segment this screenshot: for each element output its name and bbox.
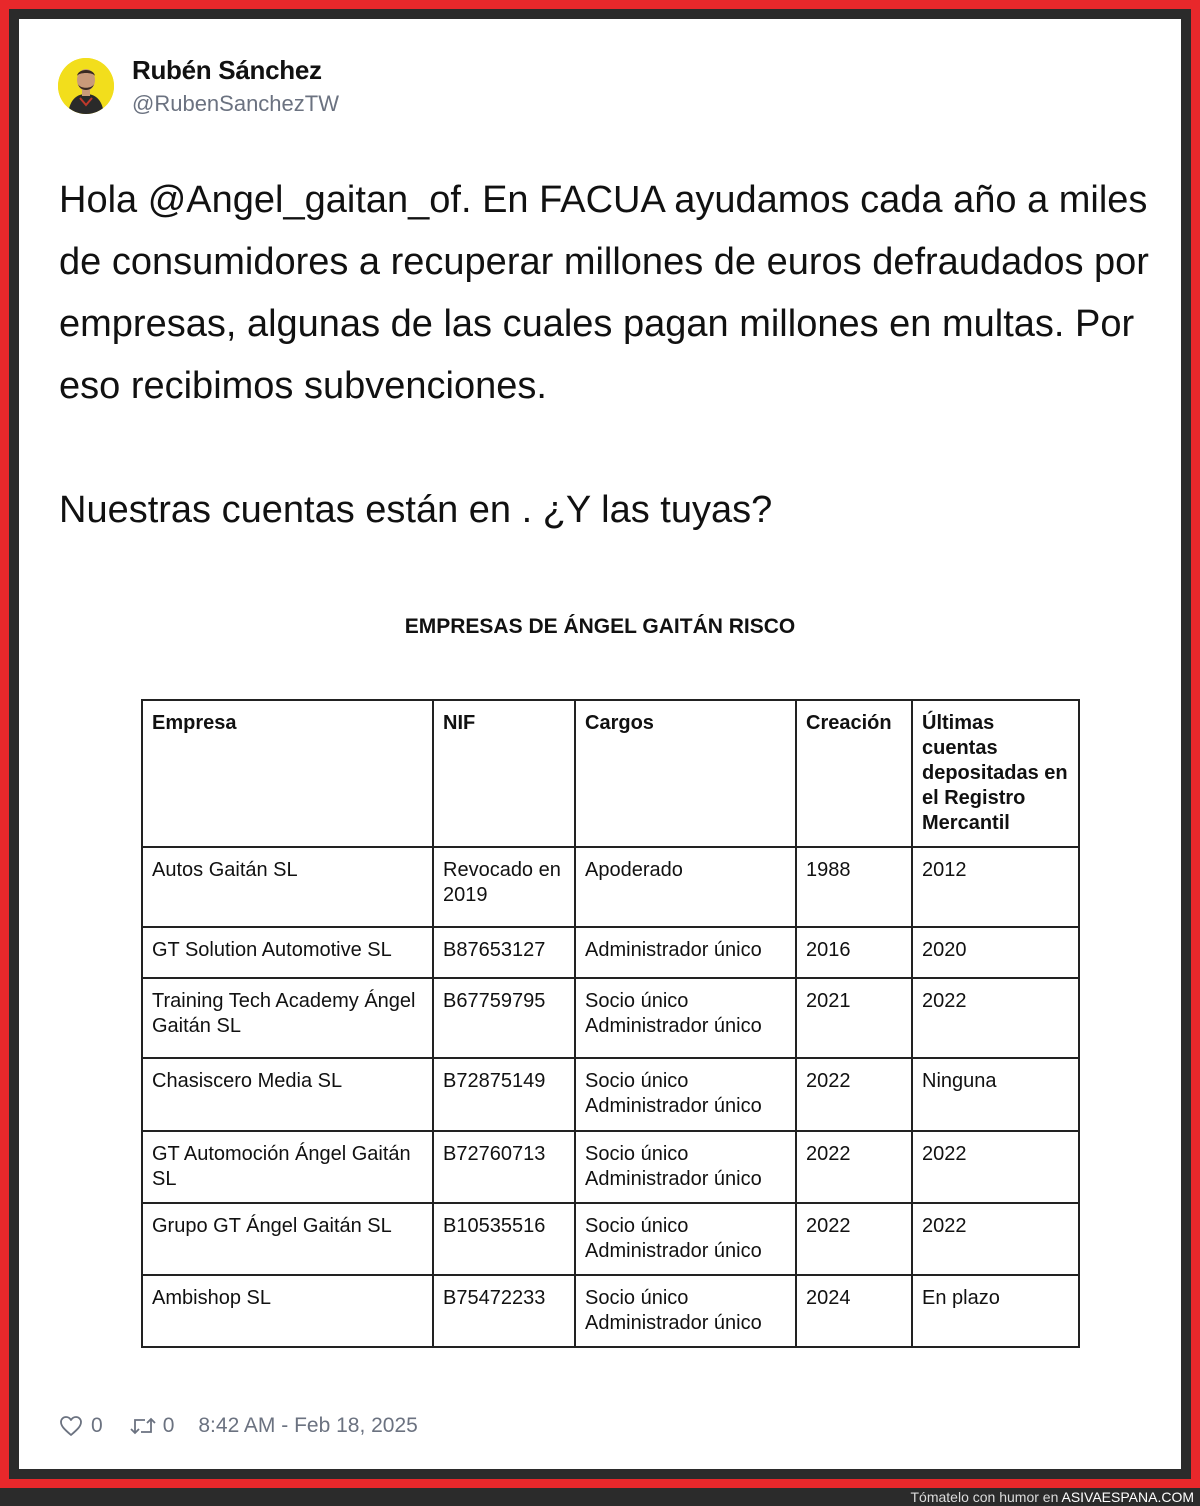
tweet-paragraph: Nuestras cuentas están en . ¿Y las tuyas? [59, 489, 773, 531]
like-button[interactable] [59, 1415, 83, 1437]
column-header-creacion: Creación [796, 700, 912, 847]
tweet-timestamp[interactable]: 8:42 AM - Feb 18, 2025 [198, 1414, 418, 1437]
cell-empresa: Autos Gaitán SL [142, 847, 433, 927]
like-count: 0 [91, 1414, 103, 1437]
cell-ultimas-cuentas: 2022 [912, 1203, 1079, 1275]
cargo-item: Socio único [585, 1143, 689, 1165]
cell-ultimas-cuentas: En plazo [912, 1275, 1079, 1347]
cell-cargos [575, 847, 796, 927]
cargo-item: Socio único [585, 1070, 689, 1092]
cargo-item: Socio único [585, 1287, 689, 1309]
companies-table [141, 699, 1080, 1348]
footer-watermark [911, 1488, 1195, 1506]
author-handle[interactable]: @RubenSanchezTW [132, 91, 339, 116]
cell-empresa: GT Automoción Ángel Gaitán SL [142, 1131, 433, 1203]
table-row [142, 927, 1079, 978]
cell-ultimas-cuentas: 2022 [912, 978, 1079, 1058]
cell-cargos [575, 1203, 796, 1275]
avatar[interactable] [58, 58, 114, 114]
cargo-item: Administrador único [585, 1095, 762, 1117]
table-row [142, 1131, 1079, 1203]
cell-creacion: 2022 [796, 1131, 912, 1203]
tweet-card [19, 19, 1181, 1469]
footer-bar [0, 1488, 1200, 1506]
cargo-item: Socio único [585, 1215, 689, 1237]
cell-cargos [575, 1275, 796, 1347]
heart-icon [59, 1415, 83, 1437]
retweet-count: 0 [162, 1414, 175, 1437]
tweet-paragraph: Hola @Angel_gaitan_of. En FACUA ayudamos cada año a miles de consumidores a recuperar millones de euros defraudados por empresas, algunas de las cuales pagan millones en multas. Por eso recibimos subvenciones. [59, 179, 1149, 407]
cell-creacion: 2022 [796, 1203, 912, 1275]
avatar-person-icon [58, 58, 114, 114]
table-row [142, 1058, 1079, 1131]
cell-nif: Revocado en 2019 [433, 847, 575, 927]
table-row [142, 1203, 1079, 1275]
cell-empresa: Ambishop SL [142, 1275, 433, 1347]
cell-empresa: Grupo GT Ángel Gaitán SL [142, 1203, 433, 1275]
cargo-item: Socio único [585, 990, 689, 1012]
retweet-icon [129, 1415, 157, 1437]
cargo-item: Administrador único [585, 1240, 762, 1262]
footer-brand-link[interactable]: ASIVAESPANA.COM [1061, 1489, 1194, 1505]
column-header-empresa: Empresa [142, 700, 433, 847]
cargo-item: Administrador único [585, 1312, 762, 1334]
cell-nif: B75472233 [433, 1275, 575, 1347]
image-table-title: EMPRESAS DE ÁNGEL GAITÁN RISCO [404, 615, 796, 638]
tweet-text [59, 169, 1169, 541]
table-row [142, 978, 1079, 1058]
cell-creacion: 2022 [796, 1058, 912, 1131]
cell-nif: B72760713 [433, 1131, 575, 1203]
table-row [142, 1275, 1079, 1347]
cell-empresa: Chasiscero Media SL [142, 1058, 433, 1131]
cargo-item: Administrador único [585, 1015, 762, 1037]
cell-cargos [575, 927, 796, 978]
cell-nif: B10535516 [433, 1203, 575, 1275]
column-header-cargos: Cargos [575, 700, 796, 847]
cell-creacion: 2024 [796, 1275, 912, 1347]
cell-ultimas-cuentas: 2020 [912, 927, 1079, 978]
column-header-nif: NIF [433, 700, 575, 847]
author-name[interactable]: Rubén Sánchez [132, 55, 322, 85]
cell-nif: B67759795 [433, 978, 575, 1058]
footer-prefix: Tómatelo con humor en [910, 1489, 1059, 1505]
retweet-button[interactable] [129, 1415, 157, 1437]
cell-ultimas-cuentas: 2012 [912, 847, 1079, 927]
table-header-row [142, 700, 1079, 847]
cell-creacion: 1988 [796, 847, 912, 927]
cell-ultimas-cuentas: 2022 [912, 1131, 1079, 1203]
column-header-ultimas-cuentas: Últimas cuentas depositadas en el Registro Mercantil [912, 700, 1079, 847]
cell-cargos [575, 978, 796, 1058]
cargo-item: Administrador único [585, 1168, 762, 1190]
cell-nif: B87653127 [433, 927, 575, 978]
paragraph-spacer [59, 417, 1169, 479]
cell-cargos [575, 1058, 796, 1131]
cargo-item: Apoderado [585, 859, 683, 881]
cell-creacion: 2021 [796, 978, 912, 1058]
cell-cargos [575, 1131, 796, 1203]
tweet-actions [59, 1412, 418, 1440]
cell-empresa: Training Tech Academy Ángel Gaitán SL [142, 978, 433, 1058]
cell-nif: B72875149 [433, 1058, 575, 1131]
table-row [142, 847, 1079, 927]
cell-creacion: 2016 [796, 927, 912, 978]
cell-ultimas-cuentas: Ninguna [912, 1058, 1079, 1131]
cargo-item: Administrador único [585, 939, 762, 961]
cell-empresa: GT Solution Automotive SL [142, 927, 433, 978]
